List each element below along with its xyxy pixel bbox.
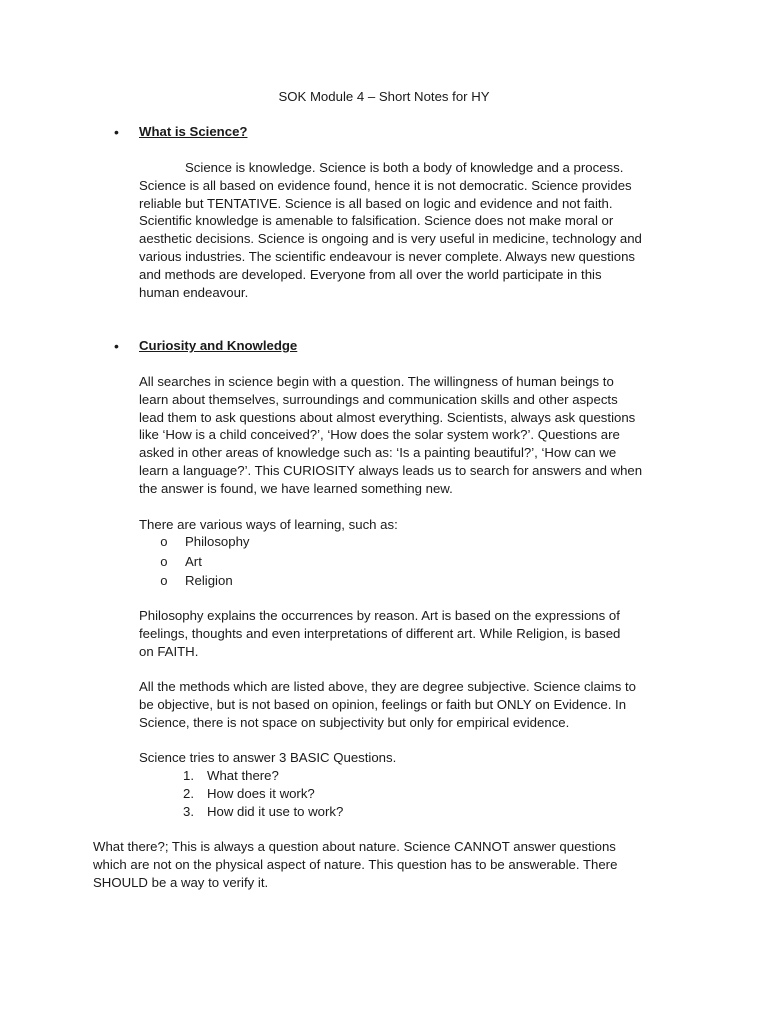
list-item: 1. What there? bbox=[183, 768, 279, 783]
questions-intro: Science tries to answer 3 BASIC Questions. bbox=[139, 750, 397, 765]
bullet-icon: • bbox=[114, 338, 119, 354]
methods-paragraph: All the methods which are listed above, they are degree subjective. Science claims to be objective, but is not based on opinion, feelings or faith but ONLY on Evidence. In Science, there is not space on subjectivity but only for empirical evidence. bbox=[139, 679, 636, 730]
bullet-icon: • bbox=[114, 124, 119, 140]
curiosity-intro-paragraph: All searches in science begin with a question. The willingness of human beings to learn about themselves, surroundings and communication skills and other aspects lead them to ask questions about almost everything. Scientists, always ask questions like ‘How is a child conceived?’, ‘How does the solar system work?’. Questions are asked in other areas of knowledge such as: ‘Is a painting beautiful?’, ‘How can we learn a language?’. This CURIOSITY always leads us to search for answers and when the answer is found, we have learned something new. bbox=[139, 374, 643, 496]
list-item: 3. How did it use to work? bbox=[183, 804, 344, 819]
section-heading-what-is-science: What is Science? bbox=[139, 124, 248, 139]
section-heading-curiosity: Curiosity and Knowledge bbox=[139, 338, 298, 353]
list-marker: o bbox=[160, 535, 168, 550]
ways-of-learning-list bbox=[160, 533, 250, 592]
list-number: 2. bbox=[183, 786, 194, 801]
list-item: 2. How does it work? bbox=[183, 786, 315, 801]
list-item: o Religion bbox=[160, 572, 250, 592]
list-marker: o bbox=[160, 554, 168, 570]
document-title: SOK Module 4 – Short Notes for HY bbox=[278, 89, 490, 104]
list-marker: o bbox=[160, 574, 168, 589]
learning-explanation-paragraph: Philosophy explains the occurrences by reason. Art is based on the expressions of feelings, thoughts and even interpretations of different art. While Religion, is based on FAITH. bbox=[139, 608, 621, 659]
closing-paragraph: What there?; This is always a question about nature. Science CANNOT answer questions which are not on the physical aspect of nature. This question has to be answerable. There SHOULD be a way to verify it. bbox=[93, 839, 618, 890]
basic-questions-list bbox=[183, 767, 343, 821]
list-number: 1. bbox=[183, 768, 194, 783]
list-item: o Philosophy bbox=[160, 533, 250, 553]
list-item: o Art bbox=[160, 553, 250, 573]
what-is-science-paragraph: Science is knowledge. Science is both a body of knowledge and a process. Science is all based on evidence found, hence it is not democratic. Science provides reliable but TENTATIVE. Science is all based on logic and evidence and not faith. Scientific knowledge is amenable to falsification. Science does not make moral or aesthetic decisions. Science is ongoing and is very useful in medicine, technology and various industries. The scientific endeavour is never complete. Always new questions and methods are developed. Everyone from all over the world participate in this human endeavour. bbox=[139, 160, 642, 300]
ways-of-learning-intro: There are various ways of learning, such as: bbox=[139, 517, 398, 532]
list-number: 3. bbox=[183, 804, 194, 819]
